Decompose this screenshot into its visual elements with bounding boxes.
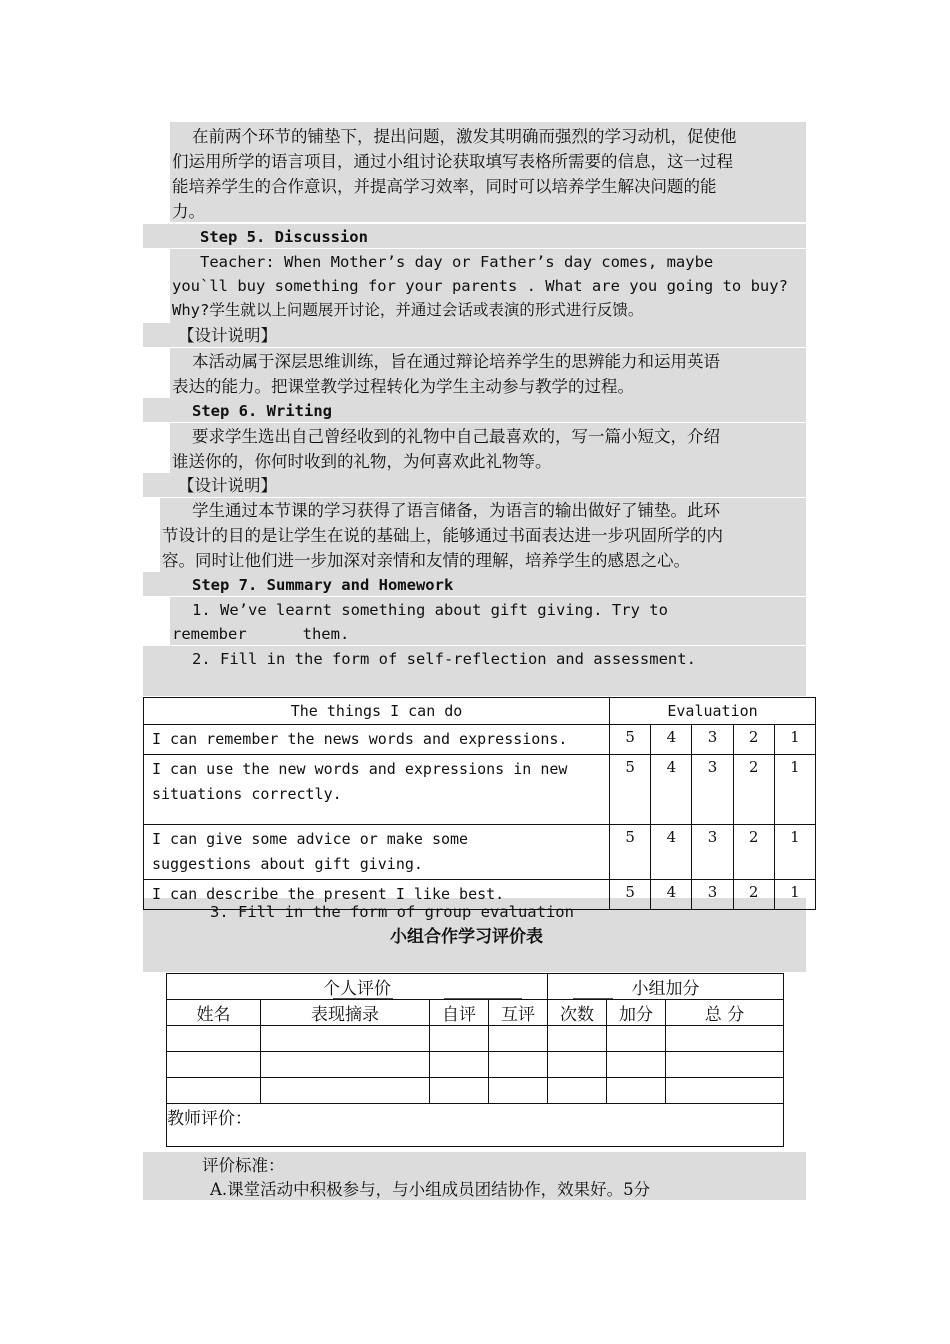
- cell[interactable]: [548, 1052, 607, 1078]
- step7-item2: 2. Fill in the form of self-reflection and assessment.: [192, 650, 696, 668]
- personal-eval-header: 个人评价: [167, 974, 548, 1000]
- step6-title: Step 6. Writing: [192, 402, 332, 420]
- score-2[interactable]: 2: [733, 725, 774, 755]
- step7-title: Step 7. Summary and Homework: [192, 576, 454, 594]
- col-total: 总 分: [666, 1000, 784, 1026]
- criteria-a: A.课堂活动中积极参与，与小组成员团结协作，效果好。5分: [210, 1180, 651, 1199]
- design-label: 【设计说明】: [178, 476, 277, 495]
- group-bonus-header: 小组加分: [548, 974, 784, 1000]
- cell[interactable]: [261, 1052, 430, 1078]
- group-eval-title: 小组合作学习评价表: [390, 927, 543, 947]
- cell[interactable]: [607, 1052, 666, 1078]
- cell[interactable]: [430, 1026, 489, 1052]
- score-4[interactable]: 4: [651, 725, 692, 755]
- cell[interactable]: [666, 1078, 784, 1104]
- step7-item3: 3. Fill in the form of group evaluation: [210, 903, 574, 921]
- table-row-text: I can describe the present I like best.: [144, 880, 610, 910]
- cell[interactable]: [167, 1026, 261, 1052]
- step6-line: 谁送你的，你何时收到的礼物，为何喜欢此礼物等。: [172, 452, 552, 471]
- design1-line: 表达的能力。把课堂教学过程转化为学生主动参与教学的过程。: [172, 377, 634, 396]
- cell[interactable]: [548, 1078, 607, 1104]
- table-row-text: I can use the new words and expressions in new situations correctly.: [144, 755, 610, 825]
- table-row-text: I can remember the news words and expressions.: [144, 725, 610, 755]
- intro-line: 们运用所学的语言项目，通过小组讨论获取填写表格所需要的信息，这一过程: [172, 152, 733, 171]
- step5-line: you`ll buy something for your parents . What are you going to buy?: [172, 277, 788, 295]
- cell[interactable]: [430, 1052, 489, 1078]
- score-1[interactable]: 1: [774, 825, 815, 880]
- score-4[interactable]: 4: [651, 880, 692, 910]
- score-5[interactable]: 5: [610, 825, 651, 880]
- step7-item1: 1. We’ve learnt something about gift giving. Try to: [192, 601, 668, 619]
- col-bonus: 加分: [607, 1000, 666, 1026]
- score-2[interactable]: 2: [733, 825, 774, 880]
- col-count: 次数: [548, 1000, 607, 1026]
- score-3[interactable]: 3: [692, 880, 733, 910]
- step6-line: 要求学生选出自己曾经收到的礼物中自己最喜欢的，写一篇小短文，介绍: [192, 427, 720, 446]
- cell[interactable]: [261, 1026, 430, 1052]
- design1-line: 本活动属于深层思维训练，旨在通过辩论培养学生的思辨能力和运用英语: [192, 352, 720, 371]
- design2-line: 学生通过本节课的学习获得了语言储备，为语言的输出做好了铺垫。此环: [192, 501, 720, 520]
- cell[interactable]: [167, 1052, 261, 1078]
- score-5[interactable]: 5: [610, 880, 651, 910]
- header-things: The things I can do: [144, 698, 610, 725]
- score-5[interactable]: 5: [610, 725, 651, 755]
- score-3[interactable]: 3: [692, 725, 733, 755]
- score-1[interactable]: 1: [774, 755, 815, 825]
- step5-line: Teacher: When Mother’s day or Father’s day comes, maybe: [200, 253, 714, 271]
- design-label: 【设计说明】: [178, 326, 277, 345]
- score-4[interactable]: 4: [651, 755, 692, 825]
- speaker-label: 发言人: [521, 975, 573, 995]
- cell[interactable]: [666, 1052, 784, 1078]
- group-evaluation-table: [166, 973, 784, 1147]
- design2-line: 节设计的目的是让学生在说的基础上，能够通过书面表达进一步巩固所学的内: [162, 526, 723, 545]
- table-row-text: I can give some advice or make some suggestions about gift giving.: [144, 825, 610, 880]
- col-performance: 表现摘录: [261, 1000, 430, 1026]
- cell[interactable]: [167, 1078, 261, 1104]
- step5-line: Why?学生就以上问题展开讨论，并通过会话或表演的形式进行反馈。: [172, 301, 644, 319]
- header-evaluation: Evaluation: [610, 698, 816, 725]
- col-name: 姓名: [167, 1000, 261, 1026]
- cell[interactable]: [607, 1026, 666, 1052]
- cell[interactable]: [666, 1026, 784, 1052]
- design2-line: 容。同时让他们进一步加深对亲情和友情的理解，培养学生的感恩之心。: [162, 551, 690, 570]
- score-3[interactable]: 3: [692, 825, 733, 880]
- criteria-label: 评价标准：: [202, 1156, 285, 1175]
- col-self-eval: 自评: [430, 1000, 489, 1026]
- cell[interactable]: [548, 1026, 607, 1052]
- teacher-eval-cell[interactable]: [167, 1104, 784, 1147]
- score-1[interactable]: 1: [774, 725, 815, 755]
- cell[interactable]: [430, 1078, 489, 1104]
- cell[interactable]: [607, 1078, 666, 1104]
- self-assessment-table: [143, 697, 816, 910]
- intro-line: 力。: [172, 202, 205, 221]
- cell[interactable]: [489, 1052, 548, 1078]
- intro-line: 在前两个环节的铺垫下，提出问题，激发其明确而强烈的学习动机，促使他: [192, 127, 737, 146]
- leader-label: 小组长: [392, 975, 444, 995]
- col-peer-eval: 互评: [489, 1000, 548, 1026]
- teacher-eval-label: 教师评价：: [167, 1109, 252, 1129]
- score-1[interactable]: 1: [774, 880, 815, 910]
- cell[interactable]: [489, 1026, 548, 1052]
- table-row: [167, 1052, 784, 1078]
- step5-title: Step 5. Discussion: [200, 228, 368, 246]
- table-row: [167, 1026, 784, 1052]
- score-2[interactable]: 2: [733, 755, 774, 825]
- score-4[interactable]: 4: [651, 825, 692, 880]
- step7-item1-cont: remember them.: [172, 625, 350, 643]
- class-label: 班级: [298, 975, 333, 995]
- cell[interactable]: [261, 1078, 430, 1104]
- table-row: [167, 1078, 784, 1104]
- score-2[interactable]: 2: [733, 880, 774, 910]
- cell[interactable]: [489, 1078, 548, 1104]
- intro-line: 能培养学生的合作意识，并提高学习效率，同时可以培养学生解决问题的能: [172, 177, 717, 196]
- score-5[interactable]: 5: [610, 755, 651, 825]
- score-3[interactable]: 3: [692, 755, 733, 825]
